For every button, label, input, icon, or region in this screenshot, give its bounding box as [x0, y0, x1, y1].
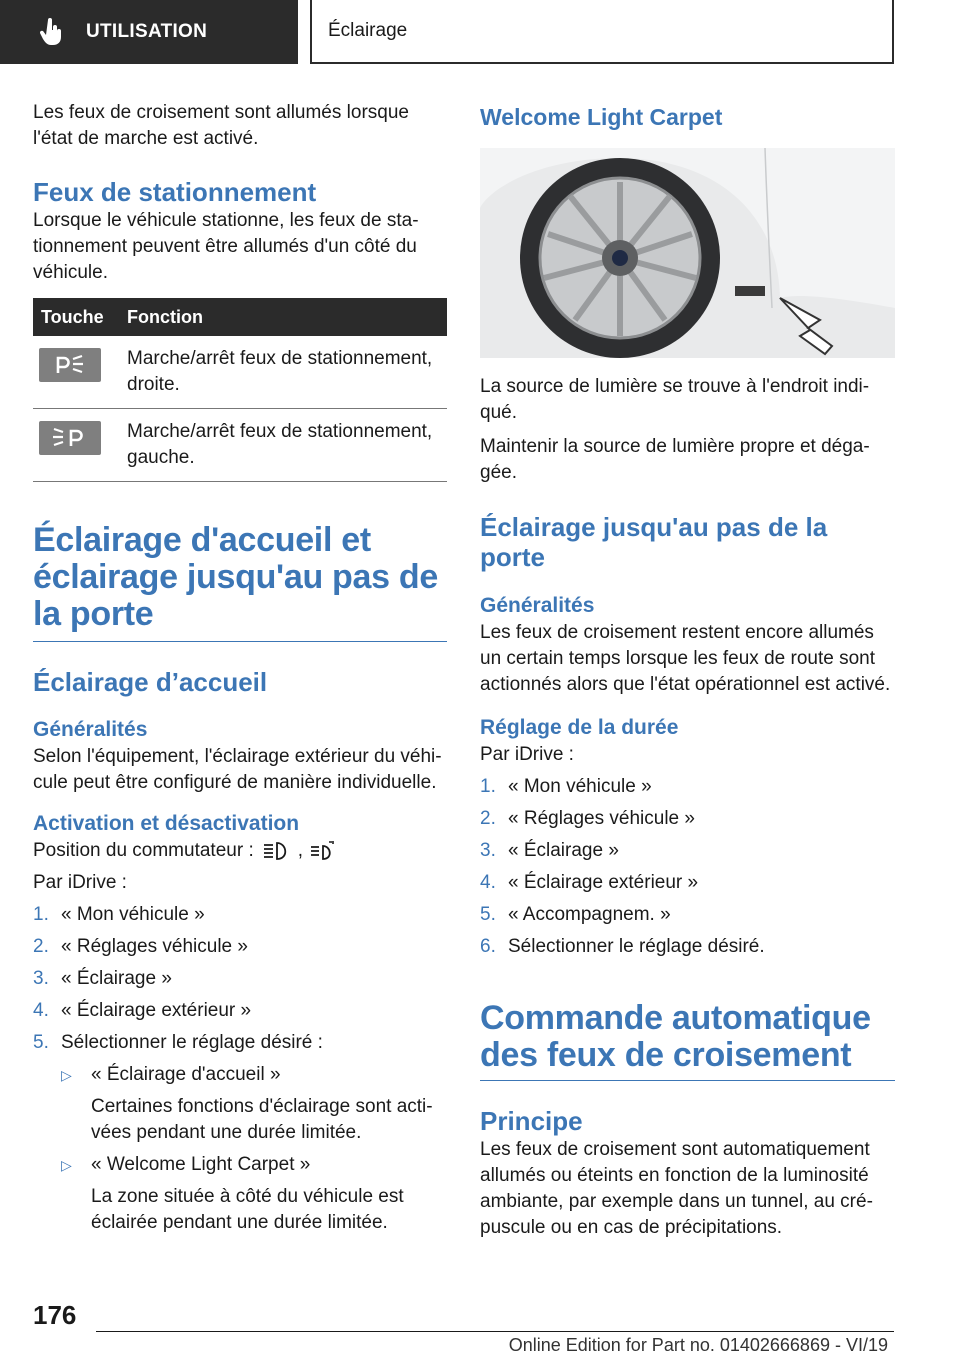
general-title: Généralités [33, 718, 148, 741]
wheel-photo [480, 148, 895, 358]
right-column [480, 100, 895, 1241]
list-item: ▷ « Éclairage d'accueil » Certaines fonctions d'éclairage sont activées pendant une durée limitée. [61, 1062, 447, 1146]
parking-title: Feux de stationnement [33, 177, 317, 207]
principle-text: Les feux de croisement sont automatiquement allumés ou éteints en fonction de la luminosité ambiante, par exemple dans un tunnel, au crépuscule ou en cas de précipitations. [480, 1139, 873, 1238]
switch-separator: , [297, 840, 303, 861]
wheel-illustration [480, 148, 895, 358]
list-item: 4. « Éclairage extérieur » [33, 1000, 252, 1021]
chapter-tab [0, 0, 298, 64]
list-item: 2. « Réglages véhicule » [480, 808, 695, 829]
footer-divider [96, 1331, 894, 1332]
welcome-title: Éclairage d’accueil [33, 667, 268, 697]
chapter-title: UTILISATION [86, 21, 208, 42]
low-beam-icon [262, 840, 292, 862]
section-title: Éclairage [328, 20, 408, 41]
page-number: 176 [33, 1300, 77, 1330]
duration-steps-list [480, 774, 895, 960]
list-item: 6. Sélectionner le réglage désiré. [480, 936, 765, 957]
parking-light-left-icon [50, 426, 90, 450]
parking-light-right-icon [50, 353, 90, 377]
key-function-table [33, 298, 447, 482]
table-cell-function: Marche/arrêt feux de stationnement, gauche. [121, 409, 447, 482]
idrive-label-right: Par iDrive : [480, 744, 574, 765]
list-item: 1. « Mon véhicule » [480, 776, 652, 797]
parking-light-left-button[interactable] [39, 421, 101, 455]
left-column [33, 100, 447, 1236]
carpet-text-1: La source de lumière se trouve à l'endroit indiqué. [480, 376, 870, 423]
general-text: Selon l'équipement, l'éclairage extérieur du véhicule peut être configuré de manière individuelle. [33, 746, 442, 793]
auto-light-main-heading: Commande automatique des feux de croisement [480, 1000, 895, 1081]
intro-text: Les feux de croisement sont allumés lorsque l'état de marche est activé. [33, 102, 409, 149]
general-text-right: Les feux de croisement restent encore allumés un certain temps lorsque les feux de route sont actionnés alors que l'état opérationnel est activé. [480, 622, 891, 695]
list-item: 2. « Réglages véhicule » [33, 936, 248, 957]
footer-edition: Online Edition for Part no. 01402666869 - VI/19 [508, 1335, 888, 1355]
triangle-bullet-icon: ▷ [61, 1067, 72, 1083]
parking-text: Lorsque le véhicule stationne, les feux de stationnement peuvent être allumés d'un côté du véhicule. [33, 210, 419, 283]
carpet-title: Welcome Light Carpet [480, 104, 723, 130]
welcome-main-heading: Éclairage d'accueil et éclairage jusqu'au pas de la porte [33, 522, 447, 642]
table-row [33, 336, 447, 409]
table-row [33, 409, 447, 482]
carpet-text-2: Maintenir la source de lumière propre et dégagée. [480, 436, 870, 483]
list-item: 5. Sélectionner le réglage désiré : [33, 1032, 323, 1053]
triangle-bullet-icon: ▷ [61, 1157, 72, 1173]
switch-position-label: Position du commutateur : [33, 840, 254, 861]
table-header-function: Fonction [121, 298, 447, 336]
list-item: 3. « Éclairage » [480, 840, 619, 861]
parking-light-right-button[interactable] [39, 348, 101, 382]
door-title: Éclairage jusqu'au pas de la porte [480, 512, 828, 572]
duration-title: Réglage de la durée [480, 716, 679, 739]
list-item: 1. « Mon véhicule » [33, 904, 205, 925]
activation-title: Activation et désactivation [33, 812, 300, 835]
general-title-right: Généralités [480, 594, 595, 617]
section-header [310, 0, 894, 64]
table-header-key: Touche [33, 298, 121, 336]
list-item: 5. « Accompagnem. » [480, 904, 671, 925]
welcome-substeps-list [61, 1062, 447, 1236]
idrive-label: Par iDrive : [33, 872, 127, 893]
list-item: 3. « Éclairage » [33, 968, 172, 989]
hand-pointer-icon [40, 18, 64, 46]
auto-light-icon [309, 840, 339, 862]
welcome-steps-list [33, 902, 447, 1056]
table-cell-function: Marche/arrêt feux de stationnement, droite. [121, 336, 447, 409]
switch-position-line [33, 838, 447, 864]
list-item: ▷ « Welcome Light Carpet » La zone située à côté du véhicule est éclairée pendant une durée limitée. [61, 1152, 447, 1236]
principle-title: Principe [480, 1106, 583, 1136]
list-item: 4. « Éclairage extérieur » [480, 872, 699, 893]
